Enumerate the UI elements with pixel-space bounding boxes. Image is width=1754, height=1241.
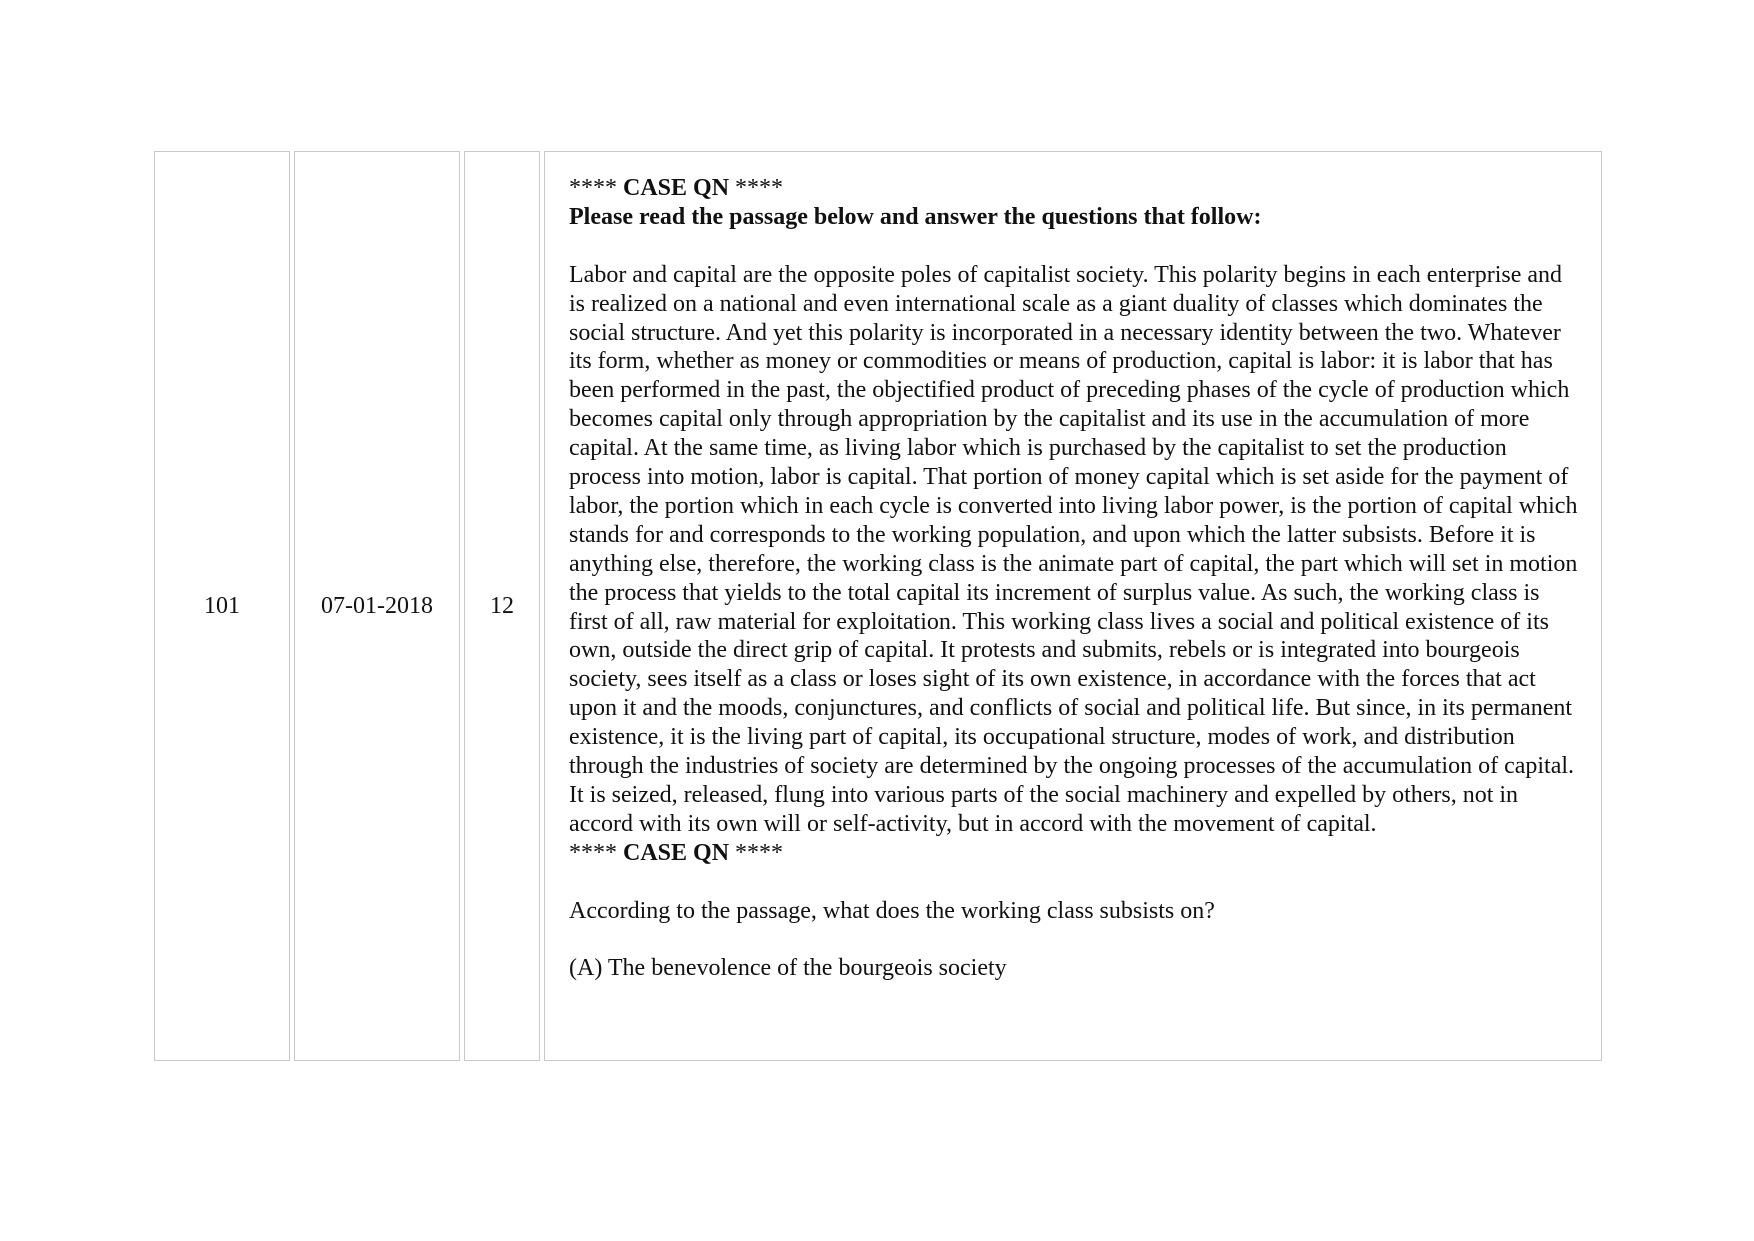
question-content-cell [544, 151, 1602, 1061]
marker-stars-left: **** [569, 175, 617, 201]
answer-option: (A) The benevolence of the bourgeois society [569, 955, 1007, 982]
marker-stars-right: **** [735, 839, 784, 866]
question-prompt: According to the passage, what does the working class subsists on? [569, 897, 1215, 924]
marker-stars-left: **** [569, 839, 617, 866]
spacer [569, 926, 1579, 955]
question-marks-cell: 12 [464, 151, 540, 1061]
case-marker-bottom [569, 840, 783, 866]
instruction-text: Please read the passage below and answer the questions that follow: [569, 203, 1262, 230]
question-id-cell: 101 [154, 151, 290, 1061]
marker-stars-right: **** [735, 175, 784, 201]
question-table [150, 151, 1606, 1061]
case-marker-top [569, 175, 783, 201]
spacer [569, 868, 1579, 897]
table-row [154, 151, 1602, 1061]
spacer [569, 232, 1579, 261]
passage-text: Labor and capital are the opposite poles of capitalist society. This polarity begins in each enterprise and is realized on a national and even international scale as a giant duality of classes which dominates the social structure. And yet this polarity is incorporated in a necessary identity between the two. Whatever its form, whether as money or commodities or means of production, capital is labor: it is labor that has been performed in the past, the objectified product of preceding phases of the cycle of production which becomes capital only through appropriation by the capitalist and its use in the accumulation of more capital. At the same time, as living labor which is purchased by the capitalist to set the production process into motion, labor is capital. That portion of money capital which is set aside for the payment of labor, the portion which in each cycle is converted into living labor power, is the portion of capital which stands for and corresponds to the working population, and upon which the latter subsists. Before it is anything else, therefore, the working class is the animate part of capital, the part which will set in motion the process that yields to the total capital its increment of surplus value. As such, the working class is first of all, raw material for exploitation. This working class lives a social and political existence of its own, outside the direct grip of capital. It protests and submits, rebels or is integrated into bourgeois society, sees itself as a class or loses sight of its own existence, in accordance with the forces that act upon it and the moods, conjunctures, and conflicts of social and political life. But since, in its permanent existence, it is the living part of capital, its occupational structure, modes of work, and distribution through the industries of society are determined by the ongoing processes of the accumulation of capital. It is seized, released, flung into various parts of the social machinery and expelled by others, not in accord with its own will or self-activity, but in accord with the movement of capital. [569, 261, 1578, 837]
marker-label: CASE QN [623, 175, 730, 201]
question-date-cell: 07-01-2018 [294, 151, 460, 1061]
marker-label: CASE QN [623, 839, 730, 866]
